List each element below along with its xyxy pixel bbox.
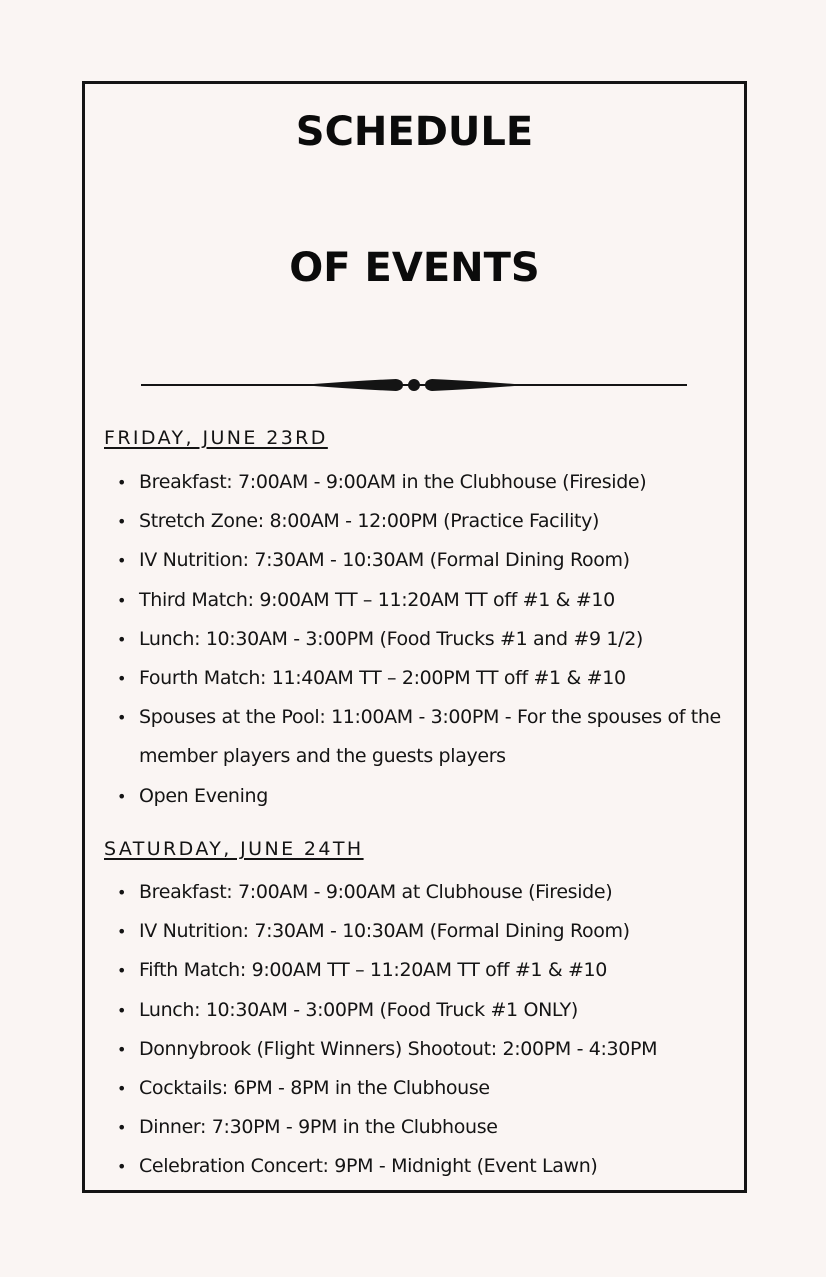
divider-ornament: [141, 374, 687, 396]
bullet-icon: •: [117, 961, 127, 981]
list-item: [85, 1108, 744, 1147]
friday-event-list: [85, 463, 744, 816]
event-text: Spouses at the Pool: 11:00AM - 3:00PM - For the spouses of the member players and the guests players: [139, 706, 721, 768]
list-item: [85, 581, 744, 620]
event-text: Lunch: 10:30AM - 3:00PM (Food Trucks #1 and #9 1/2): [139, 627, 643, 650]
list-item: [85, 1030, 744, 1069]
bullet-icon: •: [117, 512, 127, 532]
list-item: [85, 541, 744, 580]
event-text: Cocktails: 6PM - 8PM in the Clubhouse: [139, 1077, 490, 1100]
bullet-icon: •: [117, 1118, 127, 1138]
list-item: [85, 777, 744, 816]
bullet-icon: •: [117, 551, 127, 571]
saturday-event-list: [85, 873, 744, 1187]
event-text: Third Match: 9:00AM TT – 11:20AM TT off #1 & #10: [139, 588, 615, 611]
event-text: Fifth Match: 9:00AM TT – 11:20AM TT off #1 & #10: [139, 959, 608, 982]
list-item: [85, 698, 744, 776]
list-item: [85, 1147, 744, 1186]
bullet-icon: •: [117, 669, 127, 689]
bullet-icon: •: [117, 883, 127, 902]
title-line-1: SCHEDULE: [295, 109, 534, 155]
section-heading-saturday: SATURDAY, JUNE 24TH: [104, 838, 364, 860]
list-item: [85, 463, 744, 502]
bullet-icon: •: [117, 629, 127, 649]
list-item: [85, 620, 744, 659]
bullet-icon: •: [117, 708, 127, 728]
section-heading-friday: FRIDAY, JUNE 23RD: [104, 427, 328, 449]
event-text: Donnybrook (Flight Winners) Shootout: 2:00PM - 4:30PM: [139, 1037, 658, 1060]
bullet-icon: •: [117, 473, 127, 492]
event-text: IV Nutrition: 7:30AM - 10:30AM (Formal Dining Room): [139, 920, 630, 943]
list-item: [85, 912, 744, 951]
list-item: [85, 951, 744, 990]
event-text: Breakfast: 7:00AM - 9:00AM in the Clubhouse (Fireside): [139, 471, 647, 493]
list-item: [85, 502, 744, 541]
bullet-icon: •: [117, 590, 127, 610]
event-text: IV Nutrition: 7:30AM - 10:30AM (Formal Dining Room): [139, 549, 630, 572]
list-item: [85, 1069, 744, 1108]
event-text: Fourth Match: 11:40AM TT – 2:00PM TT off #1 & #10: [139, 667, 626, 690]
list-item: [85, 659, 744, 698]
event-text: Celebration Concert: 9PM - Midnight (Event Lawn): [139, 1155, 598, 1178]
list-item: [85, 873, 744, 912]
event-text: Lunch: 10:30AM - 3:00PM (Food Truck #1 ONLY): [139, 998, 578, 1021]
bullet-icon: •: [117, 786, 127, 806]
bullet-icon: •: [117, 1039, 127, 1059]
bullet-icon: •: [117, 1079, 127, 1099]
bullet-icon: •: [117, 1000, 127, 1020]
event-text: Dinner: 7:30PM - 9PM in the Clubhouse: [139, 1116, 498, 1139]
list-item: [85, 991, 744, 1030]
title-line-2: OF EVENTS: [289, 245, 540, 291]
event-text: Breakfast: 7:00AM - 9:00AM at Clubhouse (Fireside): [139, 881, 613, 903]
schedule-frame: [82, 81, 747, 1193]
bullet-icon: •: [117, 1157, 127, 1177]
event-text: Stretch Zone: 8:00AM - 12:00PM (Practice Facility): [139, 510, 600, 533]
bullet-icon: •: [117, 922, 127, 942]
event-text: Open Evening: [139, 784, 268, 807]
